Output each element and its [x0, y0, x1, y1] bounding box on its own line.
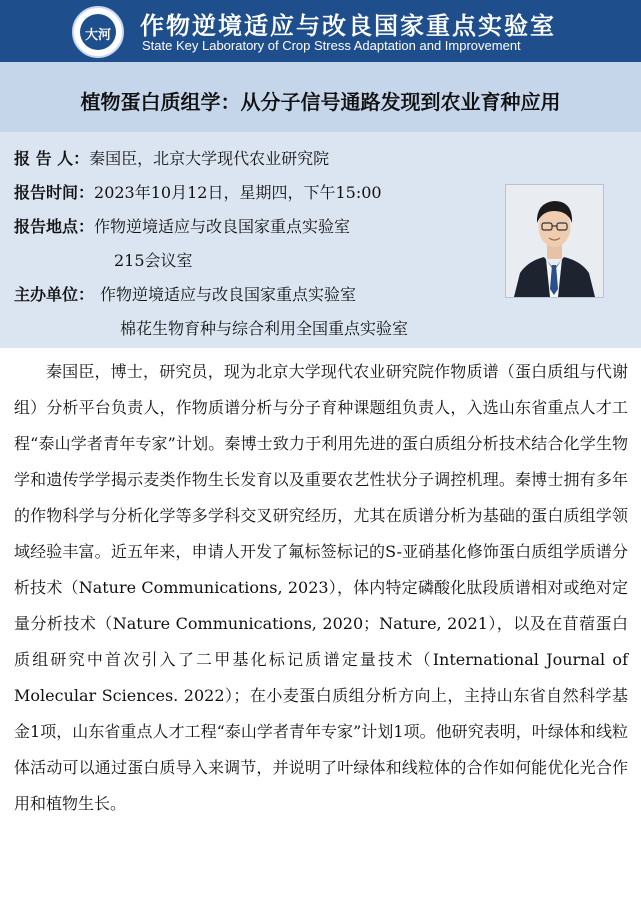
lab-name-english: State Key Laboratory of Crop Stress Adaptation and Improvement: [142, 38, 521, 53]
place-row-2: [114, 248, 193, 271]
title-band: [0, 62, 641, 132]
place-label: 报告地点：: [14, 217, 95, 236]
speaker-label: 报 告 人：: [14, 149, 90, 168]
time-value: 2023年10月12日，星期四，下午15:00: [94, 183, 382, 202]
host-label: 主办单位：: [14, 285, 95, 304]
host-value-line1: 作物逆境适应与改良国家重点实验室: [100, 285, 357, 304]
speaker-value: 秦国臣，北京大学现代农业研究院: [89, 149, 330, 168]
logo-text: 大河: [84, 28, 111, 43]
lab-name-chinese: 作物逆境适应与改良国家重点实验室: [140, 11, 556, 40]
speaker-photo: [505, 184, 604, 298]
logo-emblem-icon: [80, 14, 116, 50]
lab-header-banner: [0, 0, 641, 62]
speaker-bio-section: [0, 348, 641, 897]
speaker-row: [14, 146, 329, 169]
host-value-line2: 棉花生物育种与综合利用全国重点实验室: [120, 319, 409, 338]
talk-title: 植物蛋白质组学：从分子信号通路发现到农业育种应用: [80, 90, 561, 114]
host-row: [14, 282, 356, 305]
place-value-line2: 215会议室: [114, 251, 193, 270]
speaker-bio-text: 秦国臣，博士，研究员，现为北京大学现代农业研究院作物质谱（蛋白质组与代谢组）分析平台负责人，作物质谱分析与分子育种课题组负责人，入选山东省重点人才工程“泰山学者青年专家”计划。秦博士致力于利用先进的蛋白质组分析技术结合化学生物学和遗传学学揭示麦类作物生长发育以及重要农艺性状分子调控机理。秦博士拥有多年的作物科学与分析化学等多学科交叉研究经历，尤其在质谱分析为基础的蛋白质组学领域经验丰富。近五年来，申请人开发了氟标签标记的S-亚硝基化修饰蛋白质组学质谱分析技术（Nature Communications, 2023），体内特定磷酸化肽段质谱相对或绝对定量分析技术（Nature Communications, 2020；Nature, 2021），以及在苜蓿蛋白质组研究中首次引入了二甲基化标记质谱定量技术（International Journal of Molecular Sciences. 2022）；在小麦蛋白质组分析方向上，主持山东省自然科学基金1项，山东省重点人才工程“泰山学者青年专家”计划1项。他研究表明，叶绿体和线粒体活动可以通过蛋白质导入来调节，并说明了叶绿体和线粒体的合作如何能优化光合作用和植物生长。: [14, 362, 628, 813]
university-logo: [72, 6, 124, 58]
place-row: [14, 214, 350, 237]
place-value-line1: 作物逆境适应与改良国家重点实验室: [94, 217, 351, 236]
speaker-portrait-icon: [506, 185, 603, 297]
time-row: [14, 180, 382, 203]
time-label: 报告时间：: [14, 183, 95, 202]
host-row-2: [120, 316, 408, 339]
